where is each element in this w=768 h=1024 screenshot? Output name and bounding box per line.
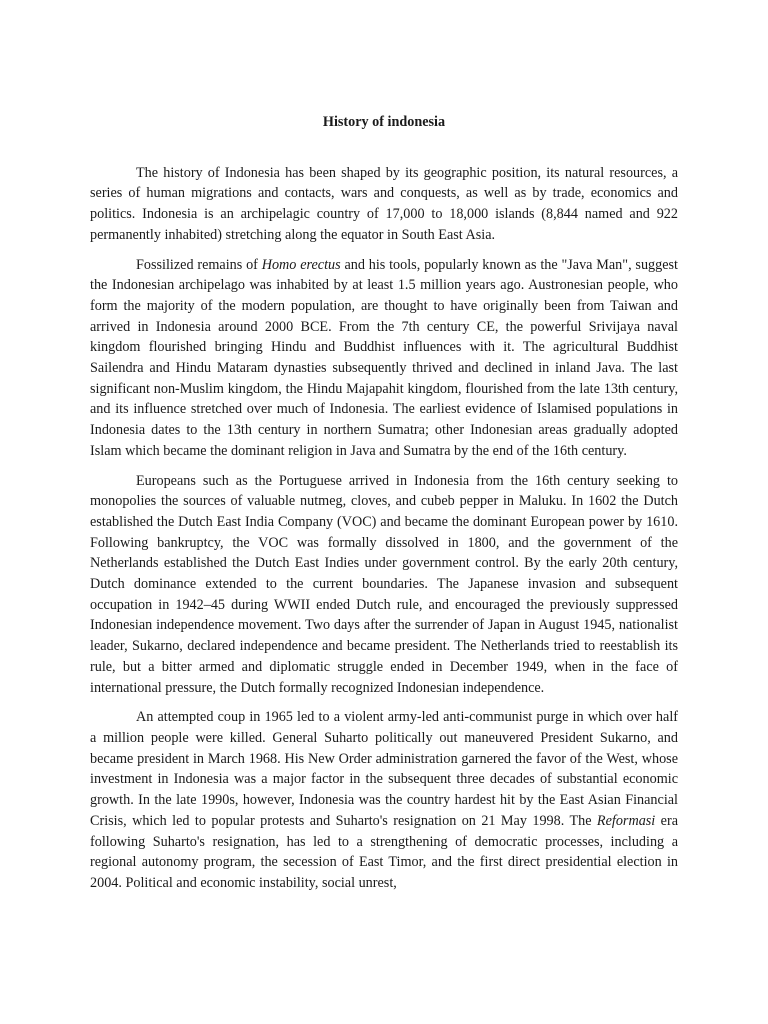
paragraph-4-text-a: An attempted coup in 1965 led to a violent army-led anti-communist purge in which over half a million people were killed. General Suharto politically out maneuvered President Sukarno, and became president in March 1968. His New Order administration garnered the favor of the West, whose investment in Indonesia was a major factor in the subsequent three decades of substantial economic growth. In the late 1990s, however, Indonesia was the country hardest hit by the East Asian Financial Crisis, which led to popular protests and Suharto's resignation on 21 May 1998. The xyxy=(90,709,678,829)
paragraph-2 xyxy=(90,255,678,462)
paragraph-1-text: The history of Indonesia has been shaped by its geographic position, its natural resources, a series of human migrations and contacts, wars and conquests, as well as by trade, economics and politics. Indonesia is an archipelagic country of 17,000 to 18,000 islands (8,844 named and 922 permanently inhabited) stretching along the equator in South East Asia. xyxy=(90,164,678,243)
document-content xyxy=(90,112,678,903)
document-title: History of indonesia xyxy=(322,114,446,130)
paragraph-4-italic-term: Reformasi xyxy=(596,812,656,829)
paragraph-1 xyxy=(90,163,678,246)
paragraph-2-italic-term: Homo erectus xyxy=(261,256,341,273)
paragraph-4-text-b: era following Suharto's resignation, has led to a strengthening of democratic processes, including a regional autonomy program, the secession of East Timor, and the first direct presidential election in 2004. Political and economic instability, social unrest, xyxy=(90,812,678,891)
paragraph-3-text: Europeans such as the Portuguese arrived in Indonesia from the 16th century seeking to monopolies the sources of valuable nutmeg, cloves, and cubeb pepper in Maluku. In 1602 the Dutch established the Dutch East India Company (VOC) and became the dominant European power by 1610. Following bankruptcy, the VOC was formally dissolved in 1800, and the government of the Netherlands established the Dutch East Indies under government control. By the early 20th century, Dutch dominance extended to the current boundaries. The Japanese invasion and subsequent occupation in 1942–45 during WWII ended Dutch rule, and encouraged the previously suppressed Indonesian independence movement. Two days after the surrender of Japan in August 1945, nationalist leader, Sukarno, declared independence and became president. The Netherlands tried to reestablish its rule, but a bitter armed and diplomatic struggle ended in December 1949, when in the face of international pressure, the Dutch formally recognized Indonesian independence. xyxy=(90,472,678,696)
paragraph-4 xyxy=(90,707,678,893)
paragraph-3 xyxy=(90,471,678,699)
paragraph-2-text-a: Fossilized remains of xyxy=(136,256,262,273)
paragraph-2-text-b: and his tools, popularly known as the "Java Man", suggest the Indonesian archipelago was inhabited by at least 1.5 million years ago. Austronesian people, who form the majority of the modern population, are thought to have originally been from Taiwan and arrived in Indonesia around 2000 BCE. From the 7th century CE, the powerful Srivijaya naval kingdom flourished bringing Hindu and Buddhist influences with it. The agricultural Buddhist Sailendra and Hindu Mataram dynasties subsequently thrived and declined in inland Java. The last significant non-Muslim kingdom, the Hindu Majapahit kingdom, flourished from the late 13th century, and its influence stretched over much of Indonesia. The earliest evidence of Islamised populations in Indonesia dates to the 13th century in northern Sumatra; other Indonesian areas gradually adopted Islam which became the dominant religion in Java and Sumatra by the end of the 16th century. xyxy=(90,256,678,459)
